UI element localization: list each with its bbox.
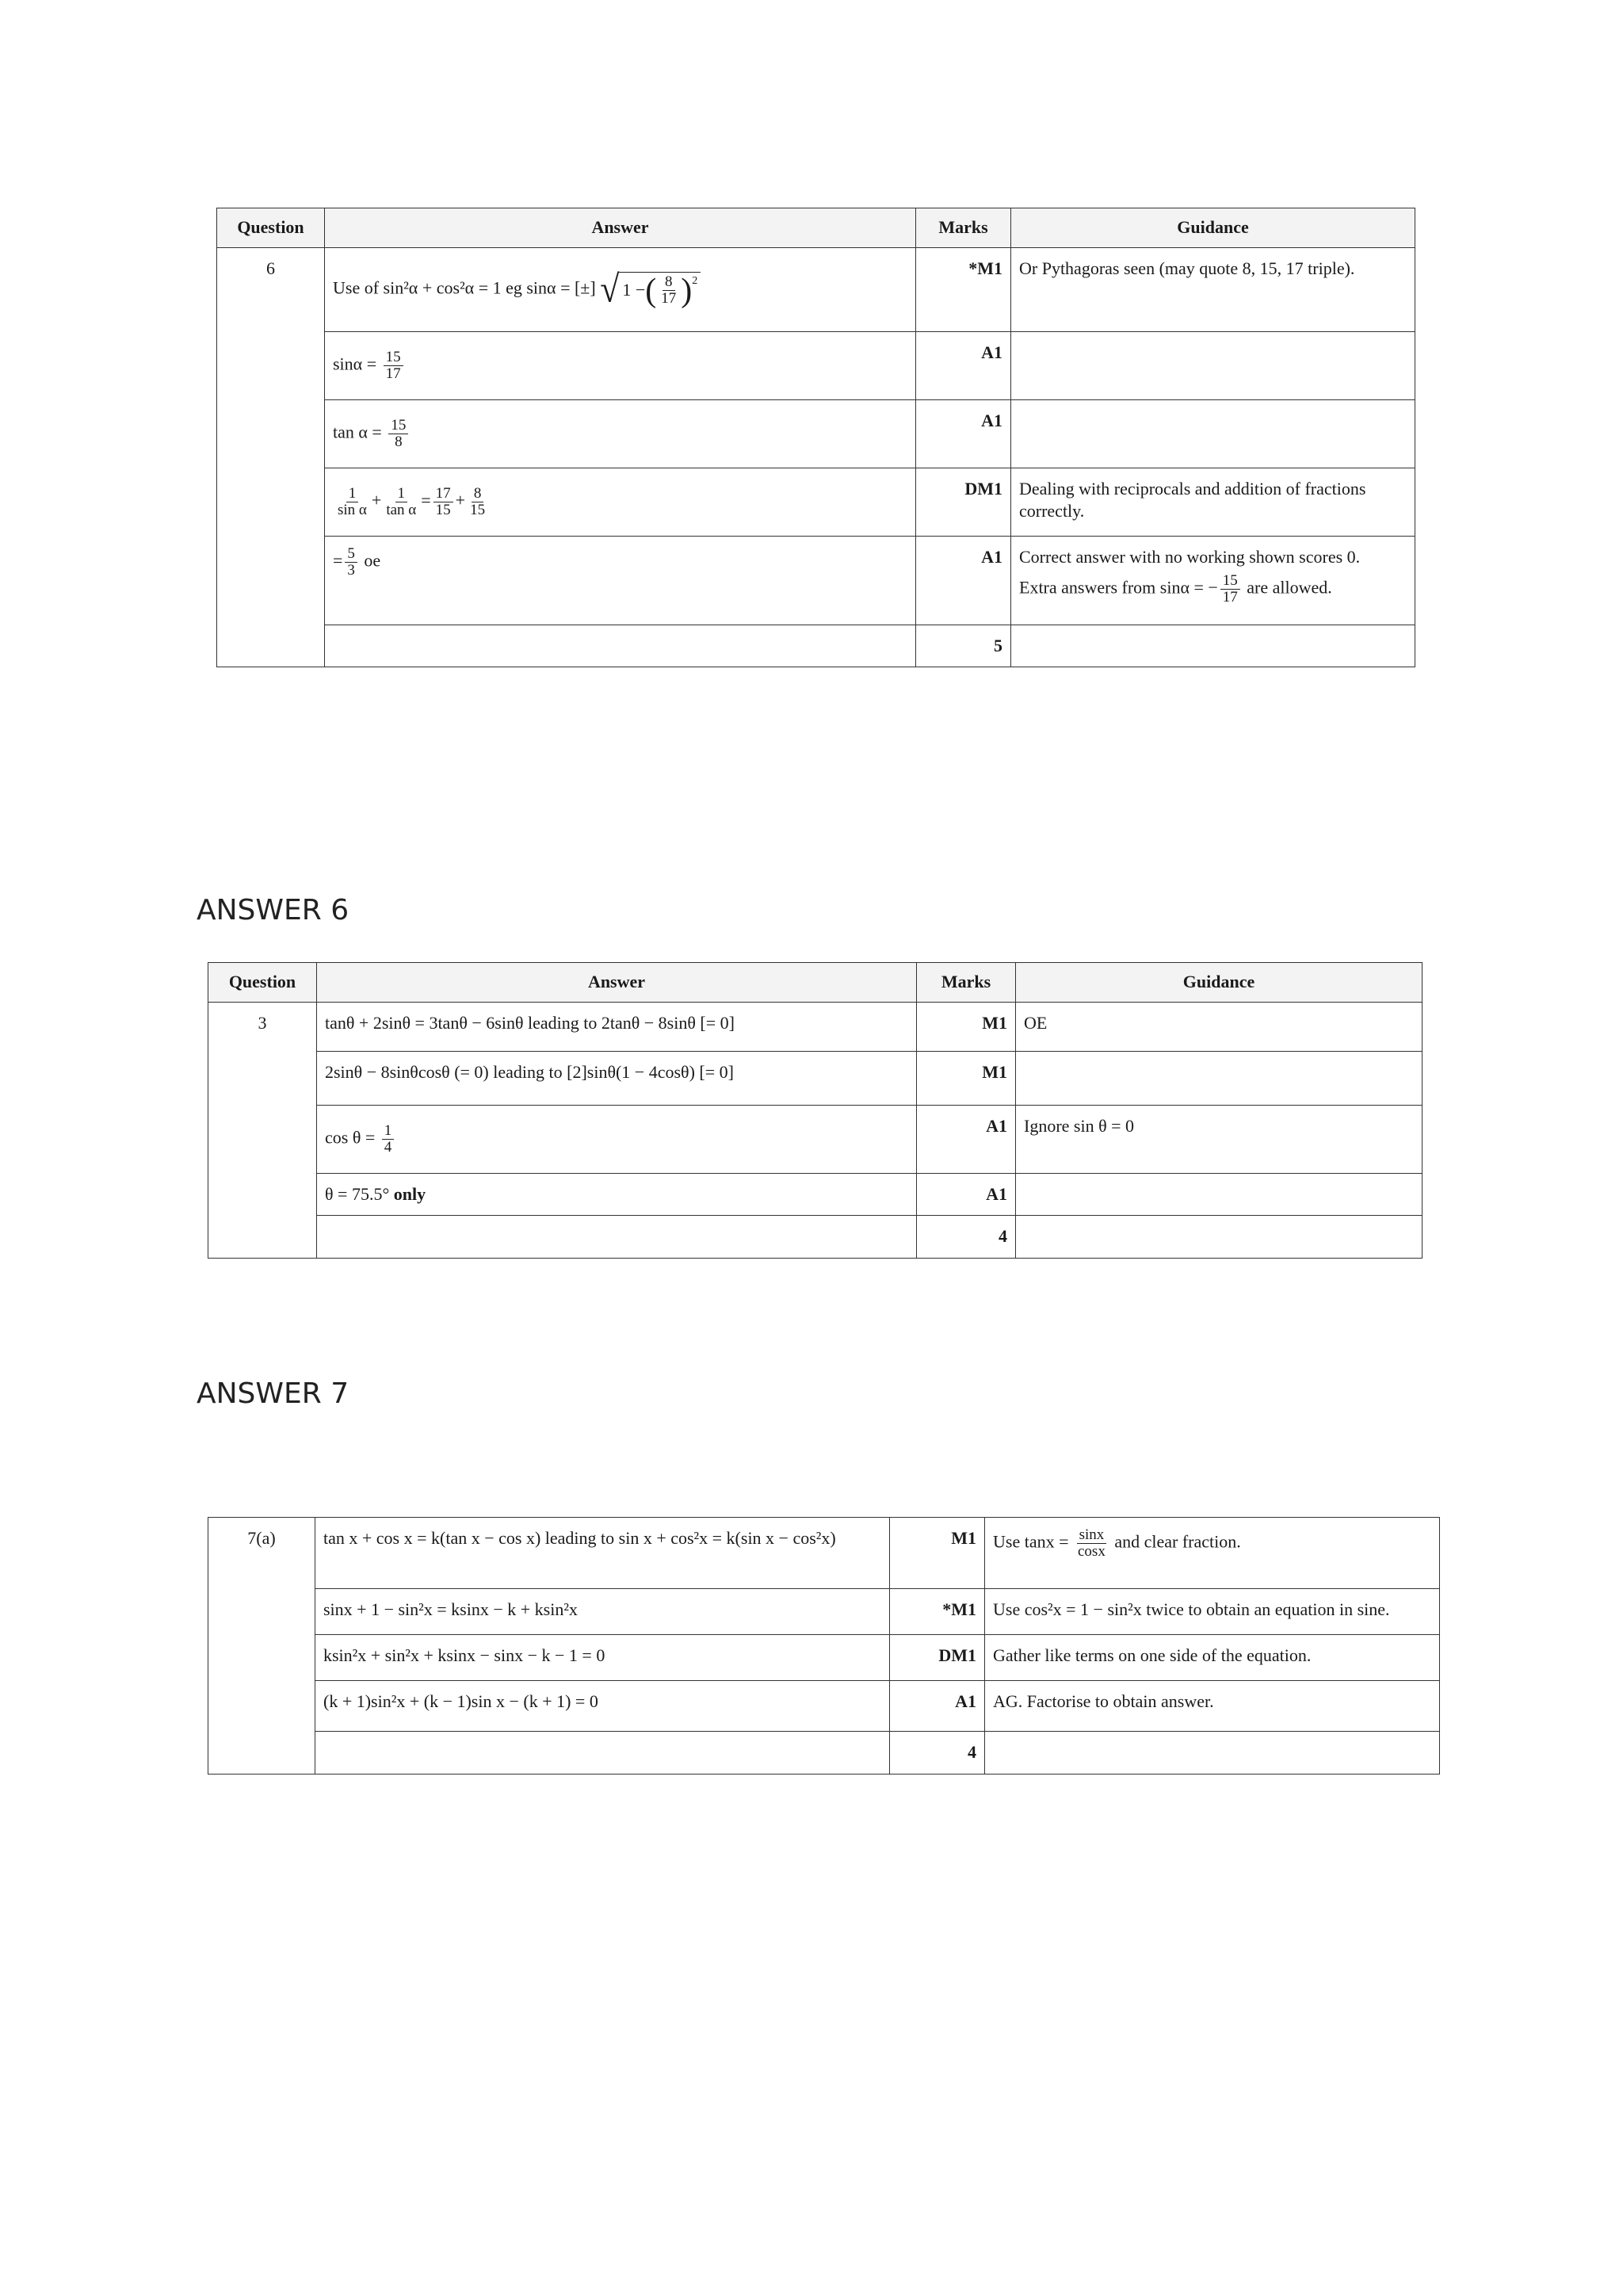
guidance-cell: OE [1016, 1002, 1423, 1051]
answer-cell: 2sinθ − 8sinθcosθ (= 0) leading to [2]sinθ(1 − 4cosθ) [= 0] [317, 1051, 917, 1105]
marks-cell: A1 [916, 331, 1011, 399]
section-heading-answer-7: ANSWER 7 [197, 1377, 349, 1410]
marks-cell: *M1 [890, 1589, 985, 1635]
table-row [208, 1589, 1440, 1635]
answer-cell: tan x + cos x = k(tan x − cos x) leading to sin x + cos²x = k(sin x − cos²x) [315, 1518, 890, 1589]
total-marks: 4 [890, 1732, 985, 1775]
guidance-cell: AG. Factorise to obtain answer. [985, 1681, 1440, 1732]
table-row [208, 1635, 1440, 1681]
guidance-cell: Use cos²x = 1 − sin²x twice to obtain an equation in sine. [985, 1589, 1440, 1635]
fraction: $\frac{5}{3}$ [345, 546, 357, 579]
header-guidance: Guidance [1011, 208, 1415, 248]
total-marks: 4 [917, 1216, 1016, 1259]
guidance-cell: Or Pythagoras seen (may quote 8, 15, 17 triple). [1011, 247, 1415, 331]
guidance-cell: Gather like terms on one side of the equation. [985, 1635, 1440, 1681]
mark-scheme-table-q6 [216, 208, 1415, 667]
mark-scheme-table-q7a [208, 1517, 1440, 1775]
fraction: $\frac{15}{17}$ [384, 350, 403, 382]
marks-cell: M1 [917, 1051, 1016, 1105]
fraction: $\frac{1}{\text{tan α}}$ [386, 484, 417, 518]
guidance-cell: Dealing with reciprocals and addition of fractions correctly. [1011, 468, 1415, 536]
answer-cell: cos θ = $\frac{1}{4}$ [317, 1105, 917, 1173]
marks-cell: *M1 [916, 247, 1011, 331]
fraction: $\frac{8}{17}$ [661, 273, 677, 308]
total-row [217, 625, 1415, 667]
guidance-cell: Use tanx = $\frac{\sin x}{\cos x}$ and clear fraction. [985, 1518, 1440, 1589]
header-marks: Marks [917, 963, 1016, 1003]
table-row [208, 1518, 1440, 1589]
header-answer: Answer [317, 963, 917, 1003]
total-row [208, 1732, 1440, 1775]
question-number: 3 [208, 1002, 317, 1258]
fraction: $\frac{15}{8}$ [388, 418, 408, 450]
table-row [217, 247, 1415, 331]
fraction: $\frac{8}{15}$ [470, 484, 486, 518]
header-question: Question [217, 208, 325, 248]
marks-cell: M1 [890, 1518, 985, 1589]
table-row [208, 1681, 1440, 1732]
header-question: Question [208, 963, 317, 1003]
header-guidance: Guidance [1016, 963, 1423, 1003]
answer-text: 1 − [622, 280, 646, 300]
answer-cell: ksin²x + sin²x + ksinx − sinx − k − 1 = 0 [315, 1635, 890, 1681]
answer-cell: (k + 1)sin²x + (k − 1)sin x − (k + 1) = 0 [315, 1681, 890, 1732]
guidance-cell: Ignore sin θ = 0 [1016, 1105, 1423, 1173]
guidance-cell: Correct answer with no working shown scores 0. Extra answers from sinα = − $\frac{15}{17}$ are allowed. [1011, 536, 1415, 625]
mark-scheme-table-q3 [208, 962, 1423, 1259]
marks-cell: M1 [917, 1002, 1016, 1051]
marks-cell: A1 [917, 1173, 1016, 1216]
marks-cell: A1 [916, 536, 1011, 625]
answer-cell [325, 247, 916, 331]
total-marks: 5 [916, 625, 1011, 667]
guidance-cell [1011, 331, 1415, 399]
marks-cell: DM1 [890, 1635, 985, 1681]
fraction: $\frac{\sin x}{\cos x}$ [1078, 1526, 1106, 1560]
square-root: √ 1 − ( $\frac{8}{17}$ ) $^2$ [600, 272, 701, 308]
answer-cell: tan α = $\frac{15}{8}$ [325, 399, 916, 468]
guidance-cell [1011, 399, 1415, 468]
question-number: 6 [217, 247, 325, 667]
marks-cell: A1 [890, 1681, 985, 1732]
marks-cell: A1 [917, 1105, 1016, 1173]
fraction: $\frac{1}{4}$ [382, 1123, 395, 1156]
fraction: $\frac{1}{\text{sin α}}$ [338, 484, 367, 518]
table-header-row [217, 208, 1415, 248]
answer-cell: θ = 75.5° only [317, 1173, 917, 1216]
header-marks: Marks [916, 208, 1011, 248]
table-row [208, 1002, 1423, 1051]
answer-cell: $\frac{1}{\text{sin α}}$ + $\frac{1}{\text{tan α}}$ = $\frac{17}{15}$ + $\frac{8}{15}$ [325, 468, 916, 536]
answer-cell: tanθ + 2sinθ = 3tanθ − 6sinθ leading to 2tanθ − 8sinθ [= 0] [317, 1002, 917, 1051]
table-row [217, 331, 1415, 399]
table-header-row [208, 963, 1423, 1003]
table-row [217, 536, 1415, 625]
table-row [208, 1051, 1423, 1105]
guidance-cell [1016, 1173, 1423, 1216]
table-row [208, 1105, 1423, 1173]
header-answer: Answer [325, 208, 916, 248]
marks-cell: A1 [916, 399, 1011, 468]
guidance-cell [1016, 1051, 1423, 1105]
fraction: $\frac{17}{15}$ [433, 486, 453, 518]
answer-cell: = $\frac{5}{3}$ oe [325, 536, 916, 625]
marks-cell: DM1 [916, 468, 1011, 536]
total-row [208, 1216, 1423, 1259]
answer-text: Use of sin²α + cos²α = 1 eg sinα = [±] [333, 277, 596, 298]
answer-cell: sinx + 1 − sin²x = ksinx − k + ksin²x [315, 1589, 890, 1635]
question-number: 7(a) [208, 1518, 315, 1775]
table-row [217, 468, 1415, 536]
table-row [217, 399, 1415, 468]
answer-cell: sinα = $\frac{15}{17}$ [325, 331, 916, 399]
table-row [208, 1173, 1423, 1216]
fraction: $\frac{15}{17}$ [1220, 573, 1240, 606]
section-heading-answer-6: ANSWER 6 [197, 894, 349, 926]
